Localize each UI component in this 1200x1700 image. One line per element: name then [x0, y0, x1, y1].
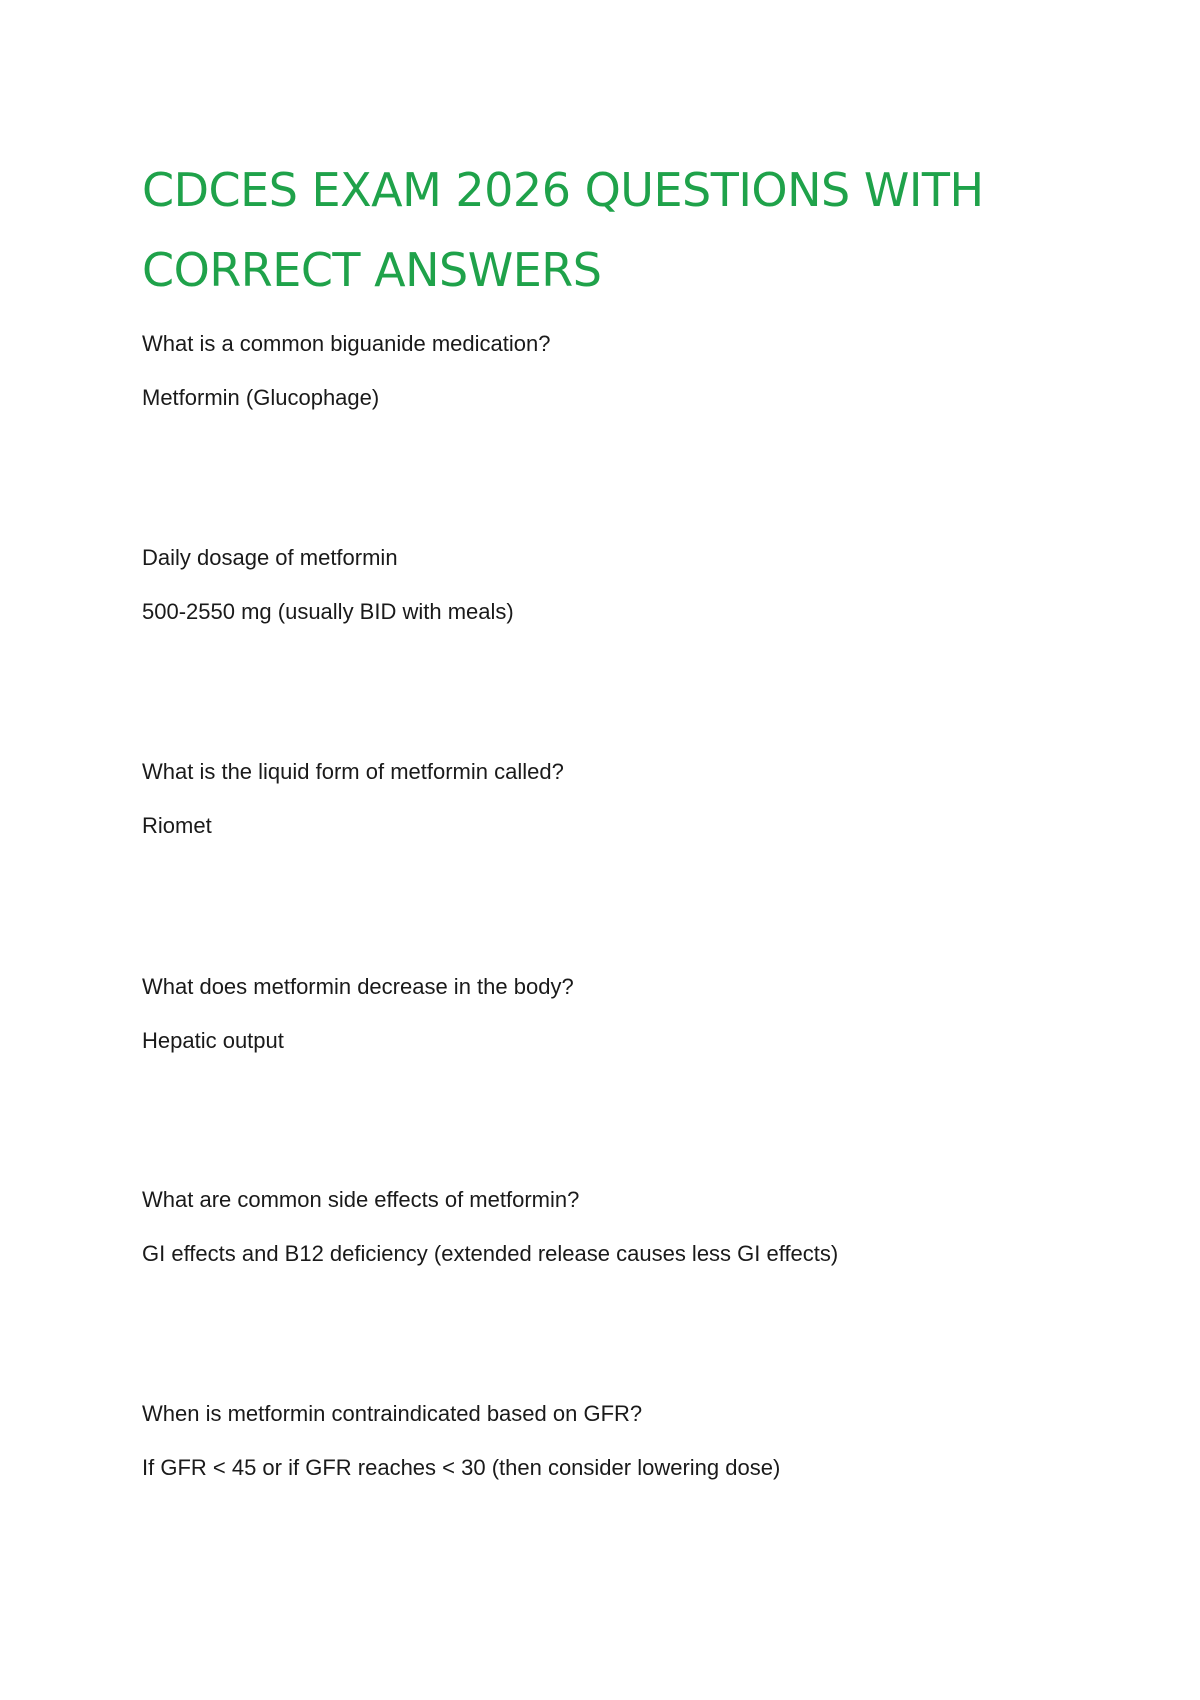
- answer-text: GI effects and B12 deficiency (extended release causes less GI effects): [142, 1241, 839, 1266]
- question-text: What is the liquid form of metformin called?: [142, 759, 564, 784]
- question-text: What are common side effects of metformin?: [142, 1187, 580, 1212]
- answer-text: 500-2550 mg (usually BID with meals): [142, 599, 514, 624]
- qa-item: [142, 972, 1142, 1056]
- qa-item: [142, 543, 1142, 627]
- qa-item: [142, 1185, 1142, 1269]
- qa-item: [142, 757, 1142, 841]
- question-text: When is metformin contraindicated based on GFR?: [142, 1401, 643, 1426]
- question-text: What does metformin decrease in the body?: [142, 974, 574, 999]
- answer-text: Riomet: [142, 813, 212, 838]
- answer-text: Hepatic output: [142, 1028, 284, 1053]
- question-text: Daily dosage of metformin: [142, 545, 398, 570]
- answer-text: Metformin (Glucophage): [142, 385, 380, 410]
- document-title: CDCES EXAM 2026 QUESTIONS WITH CORRECT ANSWERS: [142, 163, 984, 297]
- answer-text: If GFR < 45 or if GFR reaches < 30 (then consider lowering dose): [142, 1455, 781, 1480]
- qa-item: [142, 329, 1142, 413]
- question-text: What is a common biguanide medication?: [142, 331, 551, 356]
- qa-item: [142, 1399, 1142, 1483]
